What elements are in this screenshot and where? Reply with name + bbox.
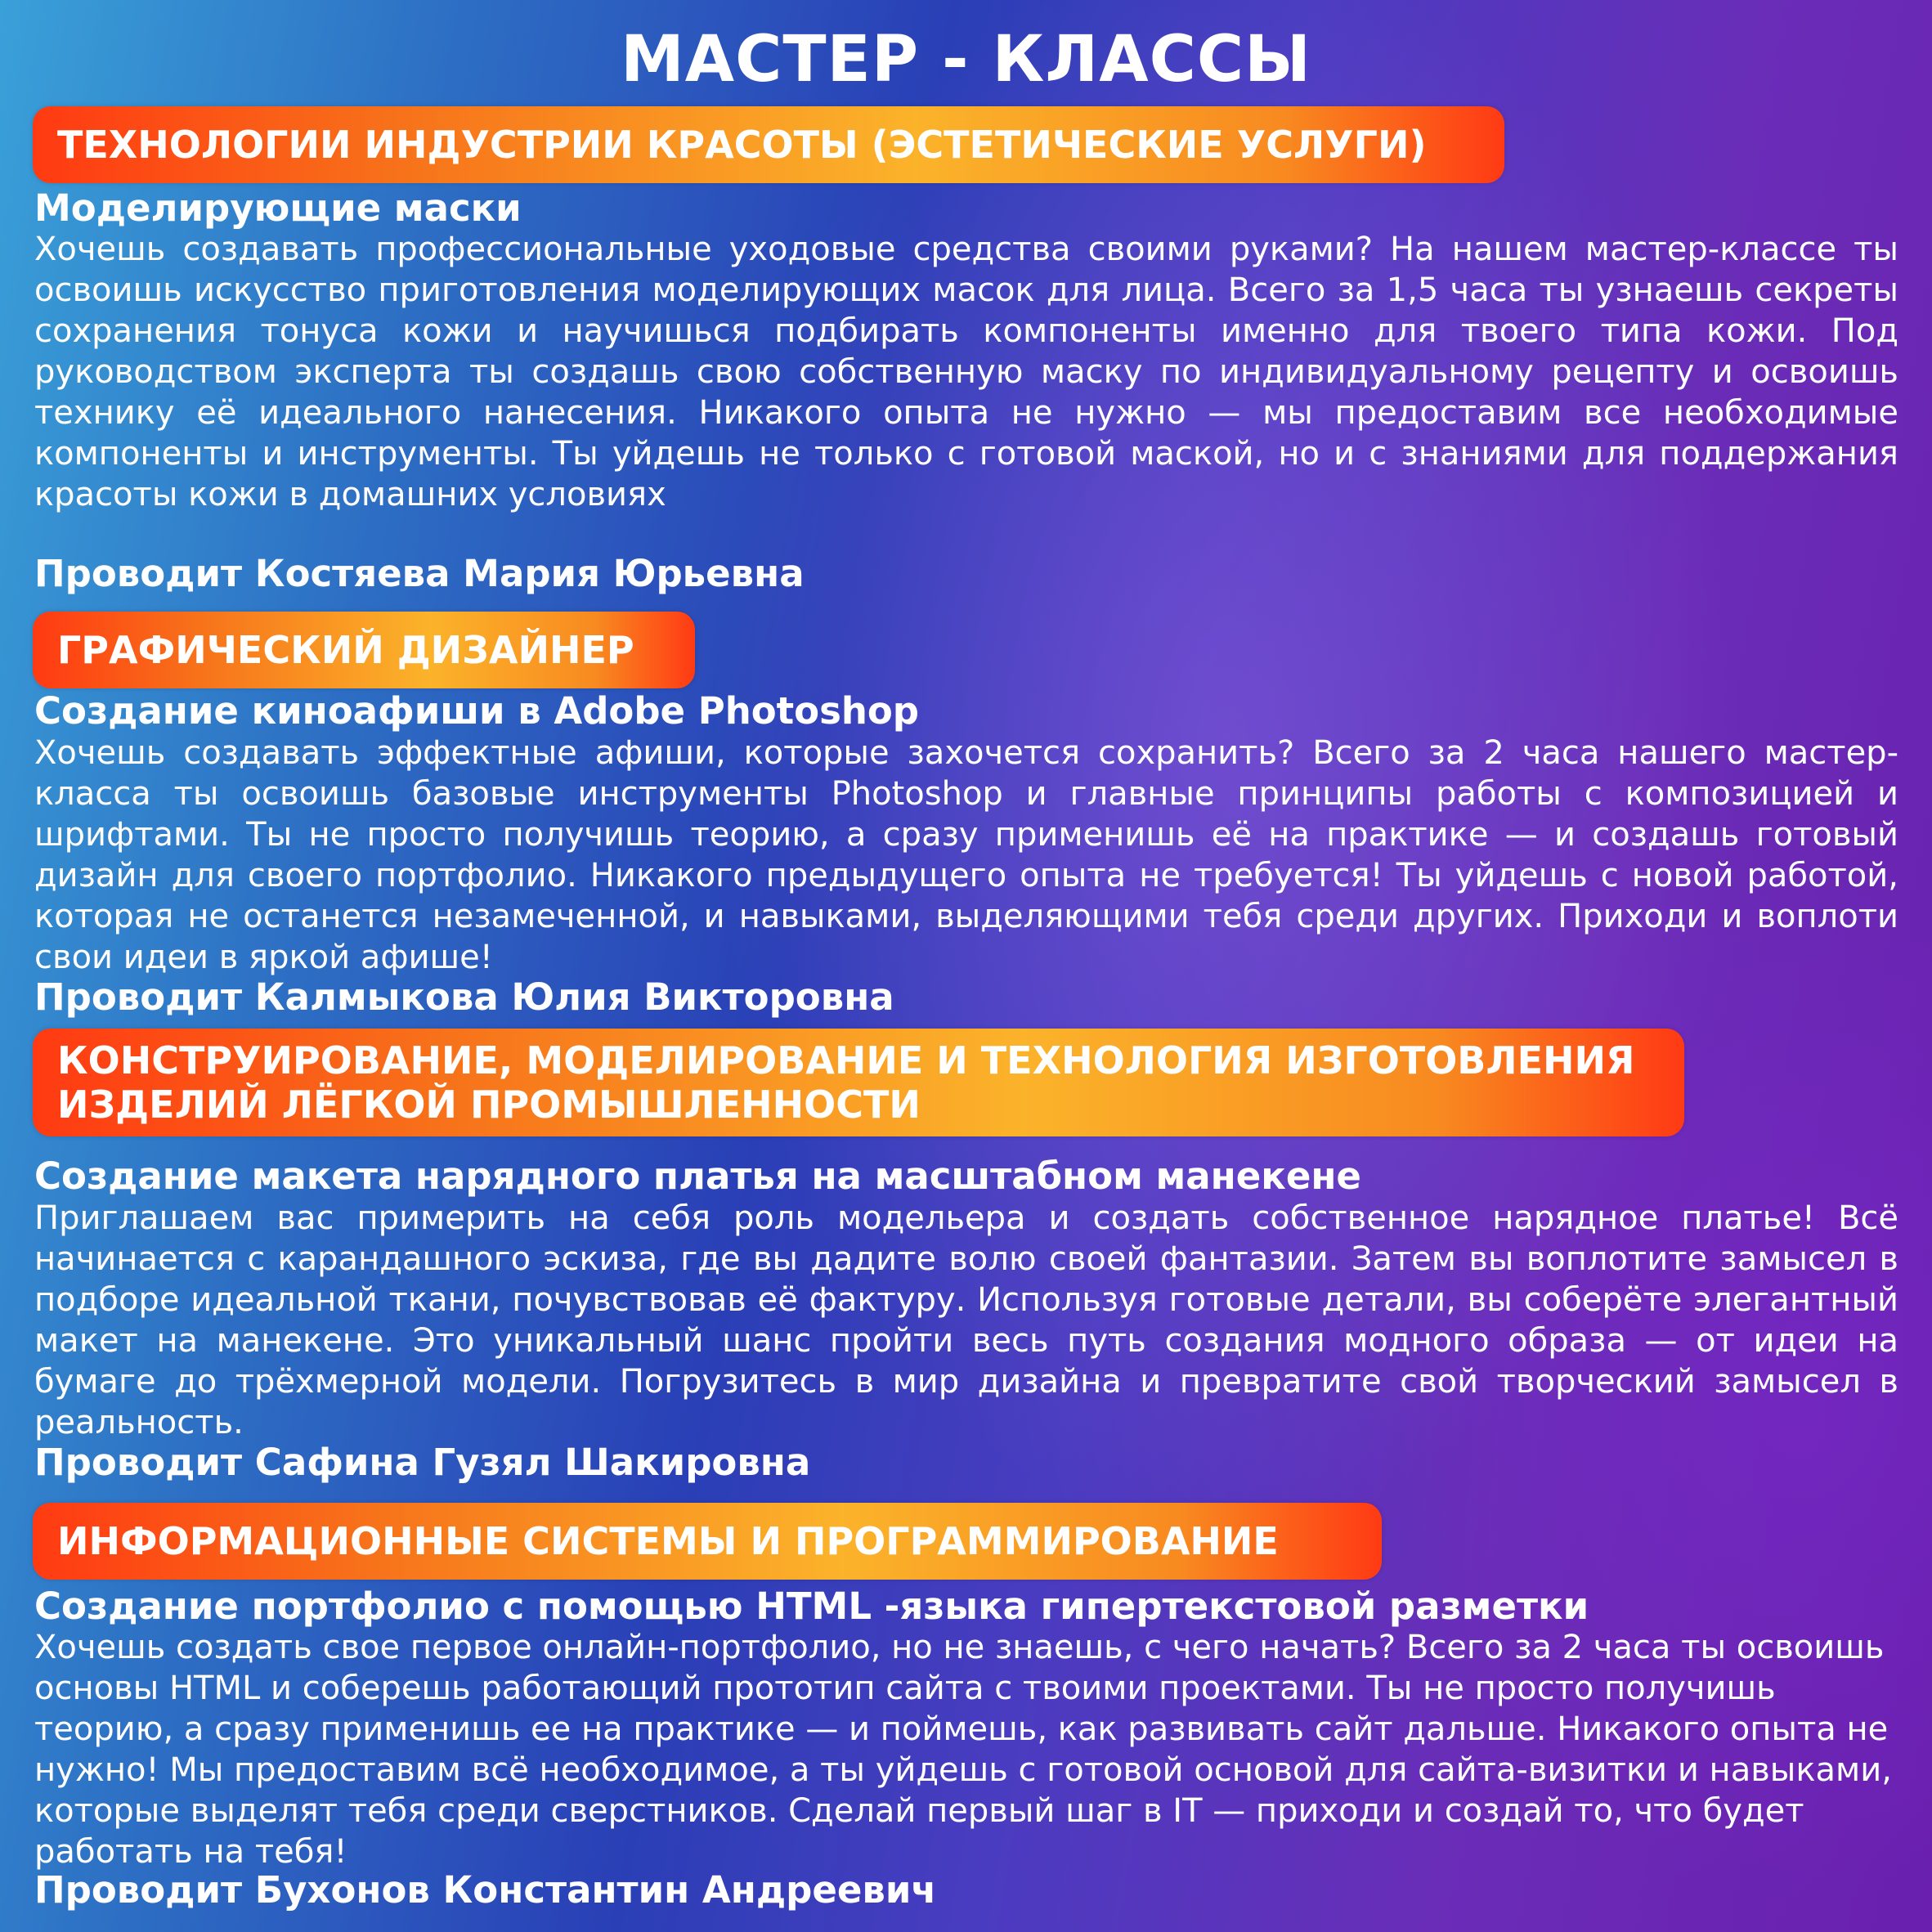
instructor-name: Проводит Калмыкова Юлия Викторовна [34,975,894,1019]
category-banner-graphic-design [33,612,695,688]
category-label: КОНСТРУИРОВАНИЕ, МОДЕЛИРОВАНИЕ И ТЕХНОЛОГИЯ ИЗГОТОВЛЕНИЯ ИЗДЕЛИЙ ЛЁГКОЙ ПРОМЫШЛЕННОСТИ [57,1038,1635,1127]
masterclass-description: Хочешь создавать профессиональные уходовые средства своими руками? На нашем мастер-классе ты освоишь искусство приготовления моделирующих масок для лица. Всего за 1,5 часа ты узнаешь секреты сохранения тонуса кожи и научишься подбирать компоненты именно для твоего типа кожи. Под руководством эксперта ты создашь свою собственную маску по индивидуальному рецепту и освоишь технику её идеального нанесения. Никакого опыта не нужно — мы предоставим все необходимые компоненты и инструменты. Ты уйдешь не только с готовой маской, но и с знаниями для поддержания красоты кожи в домашних условиях [34,231,1898,513]
masterclass-title: Создание макета нарядного платья на масштабном манекене [34,1154,1361,1198]
masterclass-title: Создание киноафиши в Adobe Photoshop [34,689,920,733]
category-label: ТЕХНОЛОГИИ ИНДУСТРИИ КРАСОТЫ (ЭСТЕТИЧЕСКИЕ УСЛУГИ) [57,123,1427,167]
category-banner-beauty [33,106,1504,183]
masterclass-description: Хочешь создать свое первое онлайн-портфолио, но не знаешь, с чего начать? Всего за 2 часа ты освоишь основы HTML и соберешь работающий прототип сайта с твоими проектами. Ты не просто получишь теорию, а сразу применишь ее на практике — и поймешь, как развивать сайт дальше. Никакого опыта не нужно! Мы предоставим всё необходимое, а ты уйдешь с готовой основой для сайта-визитки и навыками, которые выделят тебя среди сверстников. Сделай первый шаг в IT — приходи и создай то, что будет работать на тебя! [34,1629,1892,1871]
category-banner-it [33,1503,1382,1580]
masterclass-description: Приглашаем вас примерить на себя роль модельера и создать собственное нарядное платье! Всё начинается с карандашного эскиза, где вы дадите волю своей фантазии. Затем вы воплотите замысел в подборе идеальной ткани, почувствовав её фактуру. Используя готовые детали, вы соберёте элегантный макет на манекене. Это уникальный шанс пройти весь путь создания модного образа — от идеи на бумаге до трёхмерной модели. Погрузитесь в мир дизайна и превратите свой творческий замысел в реальность. [34,1199,1898,1441]
instructor-name: Проводит Костяева Мария Юрьевна [34,552,805,595]
category-label: ГРАФИЧЕСКИЙ ДИЗАЙНЕР [57,628,634,672]
masterclass-description: Хочешь создавать эффектные афиши, которые захочется сохранить? Всего за 2 часа нашего мастер-класса ты освоишь базовые инструменты Photoshop и главные принципы работы с композицией и шрифтами. Ты не просто получишь теорию, а сразу применишь её на практике — и создашь готовый дизайн для своего портфолио. Никакого предыдущего опыта не требуется! Ты уйдешь с новой работой, которая не останется незамеченной, и навыками, выделяющими тебя среди других. Приходи и воплоти свои идеи в яркой афише! [34,734,1898,976]
category-banner-light-industry [33,1029,1684,1136]
instructor-name: Проводит Бухонов Константин Андреевич [34,1868,937,1912]
instructor-name: Проводит Сафина Гузял Шакировна [34,1441,811,1484]
category-label: ИНФОРМАЦИОННЫЕ СИСТЕМЫ И ПРОГРАММИРОВАНИЕ [57,1519,1279,1563]
masterclass-title: Создание портфолио с помощью HTML -языка гипертекстовой разметки [34,1585,1589,1628]
masterclass-title: Моделирующие маски [34,186,522,230]
page-title: МАСТЕР - КЛАССЫ [621,23,1311,96]
